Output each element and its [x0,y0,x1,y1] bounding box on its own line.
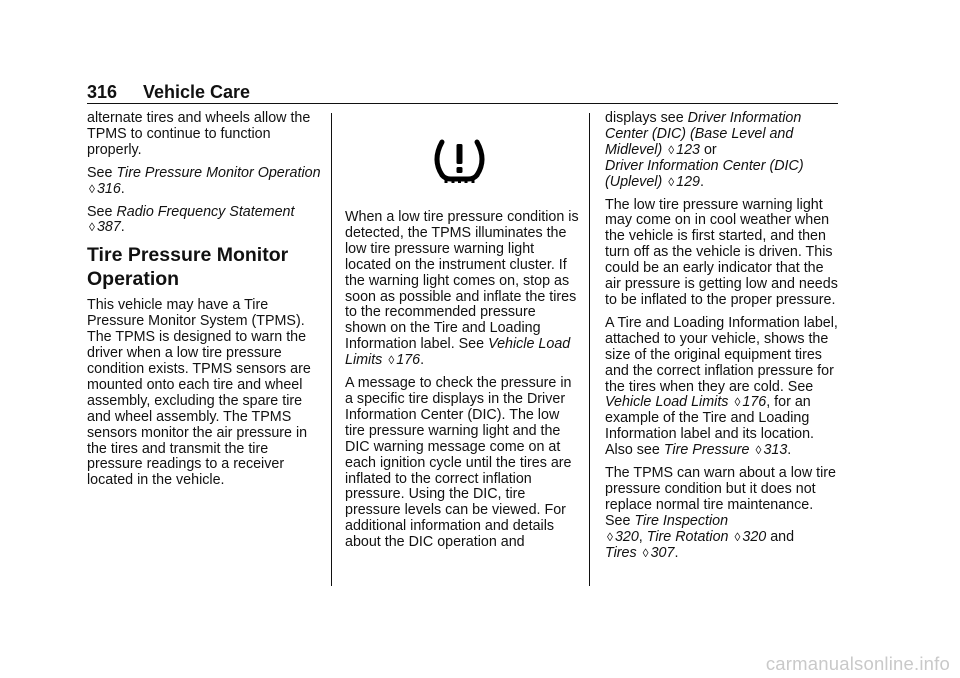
cross-reference-link[interactable]: Tire Inspection [634,512,729,529]
page-reference[interactable]: 387 [96,219,121,236]
paragraph: When a low tire pressure condition is detected, the TPMS illuminates the low tire pressure warning light located on the instrument cluster. If the warning light comes on, stop as soon as possible and inflate the tires to the recommended pressure shown on the Tire and Loading Information label. See Vehicle Load Limits ◊ 176. [345,209,579,369]
cross-reference-link[interactable]: Radio Frequency Statement [116,203,295,220]
page-reference[interactable]: 129 [676,173,700,190]
xref-icon: ◊ [607,529,613,544]
section-title: Vehicle Care [143,82,251,102]
paragraph: displays see Driver Information Center (DIC) (Base Level and Midlevel) ◊ 123 or Driver Information Center (DIC) (Uplevel) ◊ 129. [605,110,804,190]
page-reference[interactable]: 316 [96,180,121,197]
paragraph: The TPMS can warn about a low tire pressure condition but it does not replace normal tire maintenance. See Tire Inspection ◊ 320, Tire Rotation ◊ 320 and Tires ◊ 307. [605,465,836,561]
paragraph: alternate tires and wheels allow the TPMS to continue to function properly. [87,110,311,158]
paragraph: A message to check the pressure in a specific tire displays in the Driver Information Center (DIC). The low tire pressure warning light and the DIC warning message come on at each ignition cycle until the tires are inflated to the correct inflation pressure. Using the DIC, tire pressure levels can be viewed. For additional information and details about the DIC operation and [345,375,572,551]
page-reference[interactable]: 176 [396,352,421,369]
page-reference[interactable]: 320 [614,528,639,545]
column-2 [345,210,580,551]
header-rule [87,103,838,104]
xref-icon: ◊ [642,545,649,560]
xref-icon: ◊ [89,220,95,235]
page-reference[interactable]: 320 [742,528,767,545]
column-divider-1 [331,113,332,586]
column-divider-2 [589,113,590,586]
paragraph: This vehicle may have a Tire Pressure Monitor System (TPMS). The TPMS is designed to warn the driver when a low tire pressure condition exists. TPMS sensors are mounted onto each tire and wheel assembly, excluding the spare tire and wheel assembly. The TPMS sensors monitor the air pressure in the tires and transmit the tire pressure readings to a receiver located in the vehicle. [87,297,311,489]
cross-reference-link[interactable]: Vehicle Load Limits [345,336,571,369]
section-heading: Tire Pressure Monitor Operation [87,244,289,291]
xref-icon: ◊ [668,142,675,157]
cross-reference-link[interactable]: Tires [605,544,637,561]
column-3 [605,111,842,561]
xref-icon: ◊ [734,529,741,544]
page-reference[interactable]: 176 [742,394,767,411]
page-header [87,82,837,104]
paragraph: See Tire Pressure Monitor Operation ◊ 316. [87,164,321,197]
page-number: 316 [87,82,118,102]
page-reference[interactable]: 123 [676,141,700,158]
xref-icon: ◊ [89,181,95,196]
paragraph: A Tire and Loading Information label, attached to your vehicle, shows the size of the original equipment tires and the correct inflation pressure for the tires when they are cold. See Vehicle Load Limits ◊ 176, for an example of the Tire and Loading Information label and its location. Also see Tire Pressure ◊ 313. [605,314,838,459]
xref-icon: ◊ [755,443,762,458]
cross-reference-link[interactable]: Tire Pressure [663,442,750,459]
cross-reference-link[interactable]: Tire Pressure Monitor Operation [116,164,321,181]
column-1 [87,111,327,489]
cross-reference-link[interactable]: Driver Information Center (DIC) (Base Level and Midlevel) [605,110,802,158]
page-reference[interactable]: 313 [763,442,788,459]
xref-icon: ◊ [388,353,395,368]
page-reference[interactable]: 307 [650,544,675,561]
tire-pressure-warning-icon [429,138,490,184]
watermark: carmanualsonline.info [765,653,950,674]
cross-reference-link[interactable]: Tire Rotation [646,528,729,545]
xref-icon: ◊ [734,395,741,410]
xref-icon: ◊ [668,174,675,189]
paragraph: The low tire pressure warning light may come on in cool weather when the vehicle is first started, and then turn off as the vehicle is driven. This could be an early indicator that the air pressure is getting low and needs to be inflated to the proper pressure. [605,196,838,308]
paragraph: See Radio Frequency Statement ◊ 387. [87,203,295,236]
cross-reference-link[interactable]: Driver Information Center (DIC) (Uplevel) [605,157,804,190]
cross-reference-link[interactable]: Vehicle Load Limits [605,394,729,411]
